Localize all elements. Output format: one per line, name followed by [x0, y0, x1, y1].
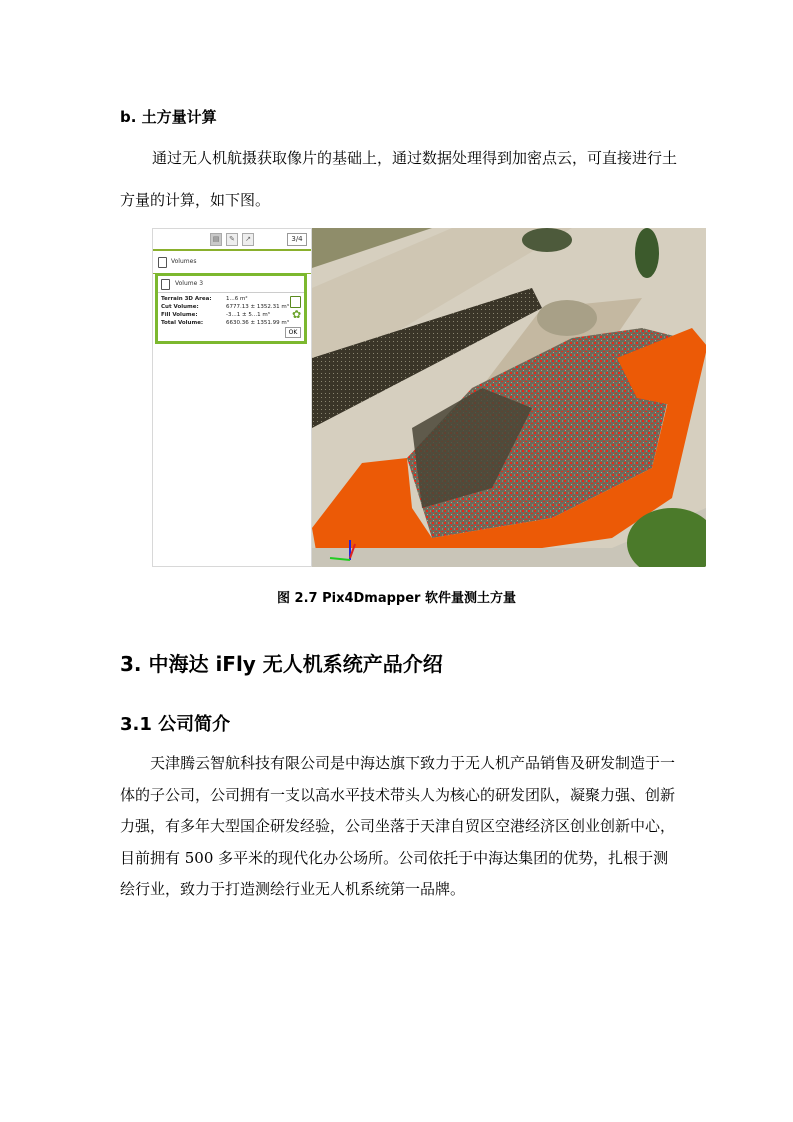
row-label: Cut Volume:	[161, 304, 199, 310]
section-b-paragraph	[120, 137, 680, 221]
volume-row	[158, 295, 304, 303]
figure-pix4d-volume	[152, 228, 706, 567]
gear-icon[interactable]: ✿	[292, 308, 302, 321]
volume-row	[158, 308, 304, 321]
volume-title: Volume 3	[175, 280, 204, 287]
volumes-object-row[interactable]	[153, 251, 311, 274]
row-value: 6630.36 ± 1351.99 m³	[226, 320, 289, 326]
ok-button[interactable]: OK	[285, 327, 301, 338]
volumes-panel	[152, 228, 312, 567]
row-value: -3...1 ± 5...1 m³	[226, 312, 270, 318]
company-intro-paragraph	[120, 748, 680, 906]
document-icon	[161, 279, 170, 290]
row-label: Total Volume:	[161, 320, 204, 326]
row-label: Fill Volume:	[161, 312, 198, 318]
panel-toolbar	[153, 229, 311, 251]
list-icon[interactable]: ▤	[210, 233, 222, 246]
row-label: Terrain 3D Area:	[161, 296, 212, 302]
object-row-label: Volumes	[171, 258, 197, 265]
aerial-pointcloud-image	[312, 228, 706, 567]
volume-row	[158, 319, 304, 327]
row-value: 1...6 m²	[226, 296, 248, 302]
volume-row	[158, 303, 304, 311]
export-icon[interactable]: ↗	[242, 233, 254, 246]
paragraph-text: 通过无人机航摄获取像片的基础上，通过数据处理得到加密点云，可直接进行土方量的计算，如下图。	[120, 149, 678, 209]
edit-icon[interactable]: ✎	[226, 233, 238, 246]
volume-box	[155, 273, 307, 344]
row-value: 6777.13 ± 1352.31 m³	[226, 304, 289, 310]
section-3-1-heading: 3.1 公司简介	[120, 714, 231, 735]
volume-header[interactable]	[158, 276, 304, 293]
3d-scene-view[interactable]	[312, 228, 706, 567]
save-icon[interactable]	[290, 296, 301, 308]
section-b-heading: b. 土方量计算	[120, 108, 217, 126]
page-indicator[interactable]: 3/4	[287, 233, 307, 246]
paragraph-text: 天津腾云智航科技有限公司是中海达旗下致力于无人机产品销售及研发制造于一体的子公司，公司拥有一支以高水平技术带头人为核心的研发团队，凝聚力强、创新力强，有多年大型国企研发经验，公司坐落于天津自贸区空港经济区创业创新中心，目前拥有 500 多平米的现代化办公场所。公司依托于中海达集团的优势，扎根于测绘行业，致力于打造测绘行业无人机系统第一品牌。	[120, 754, 676, 898]
section-3-heading: 3. 中海达 iFly 无人机系统产品介绍	[120, 652, 443, 676]
figure-caption: 图 2.7 Pix4Dmapper 软件量测土方量	[277, 591, 516, 606]
document-icon	[158, 257, 167, 268]
